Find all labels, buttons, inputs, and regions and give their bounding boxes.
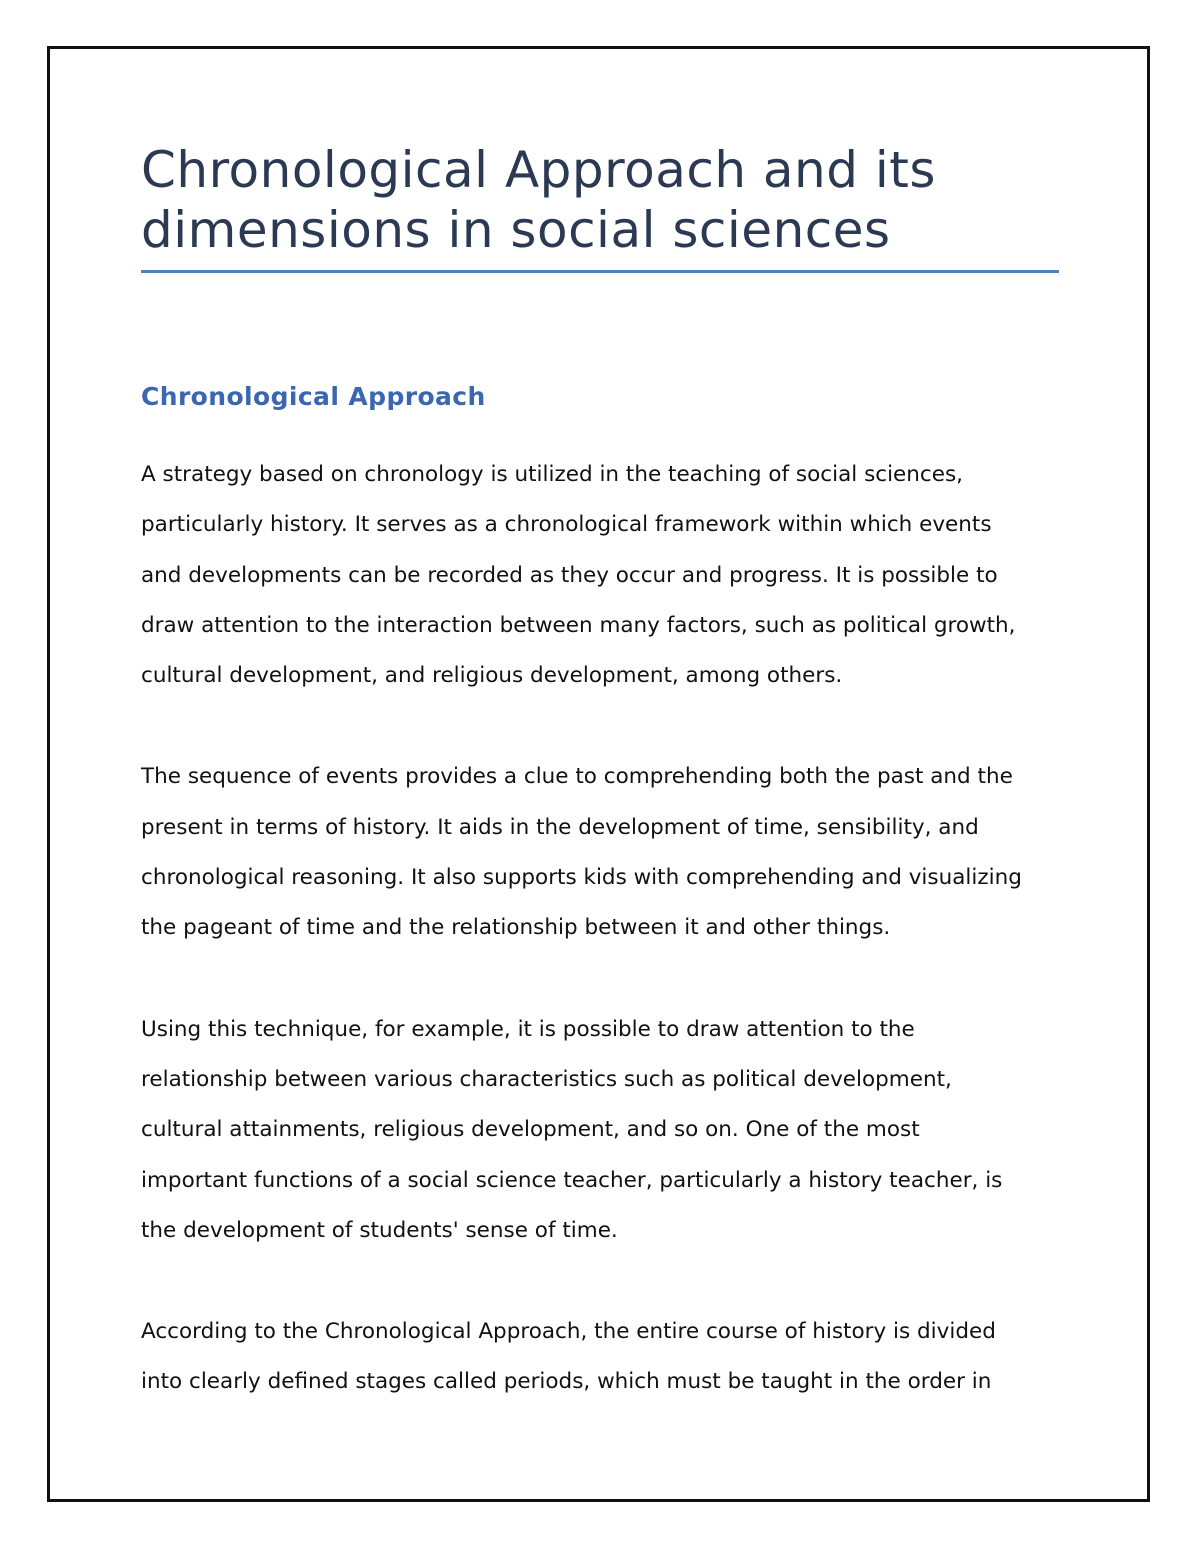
paragraph-4: [141, 1307, 1061, 1408]
text-line: relationship between various characteristics such as political development,: [141, 1066, 952, 1092]
section-heading: Chronological Approach: [141, 382, 486, 411]
text-line: particularly history. It serves as a chronological framework within which events: [141, 512, 992, 538]
text-line: draw attention to the interaction between many factors, such as political growth,: [141, 612, 1016, 638]
document-body: [141, 140, 1061, 1408]
document-title: [141, 140, 1061, 260]
paragraph-3: [141, 1005, 1061, 1256]
paragraph-2: [141, 752, 1061, 953]
paragraph-1: [141, 450, 1061, 701]
text-line: The sequence of events provides a clue to comprehending both the past and the: [141, 764, 1013, 790]
title-underline-rule: [141, 270, 1059, 273]
text-line: important functions of a social science teacher, particularly a history teacher, is: [141, 1167, 1003, 1193]
text-line: According to the Chronological Approach, the entire course of history is divided: [141, 1319, 996, 1345]
text-line: present in terms of history. It aids in the development of time, sensibility, and: [141, 814, 979, 840]
text-line: cultural attainments, religious development, and so on. One of the most: [141, 1117, 920, 1143]
title-line: Chronological Approach and its: [141, 141, 936, 199]
text-line: Using this technique, for example, it is possible to draw attention to the: [141, 1016, 915, 1042]
text-line: the pageant of time and the relationship between it and other things.: [141, 915, 891, 941]
text-line: chronological reasoning. It also supports kids with comprehending and visualizing: [141, 865, 1022, 891]
title-line: dimensions in social sciences: [141, 201, 891, 259]
text-line: the development of students' sense of time.: [141, 1217, 618, 1243]
text-line: and developments can be recorded as they occur and progress. It is possible to: [141, 562, 998, 588]
text-line: A strategy based on chronology is utilized in the teaching of social sciences,: [141, 462, 963, 487]
text-line: cultural development, and religious development, among others.: [141, 663, 843, 689]
text-line: into clearly defined stages called periods, which must be taught in the order in: [141, 1369, 992, 1395]
